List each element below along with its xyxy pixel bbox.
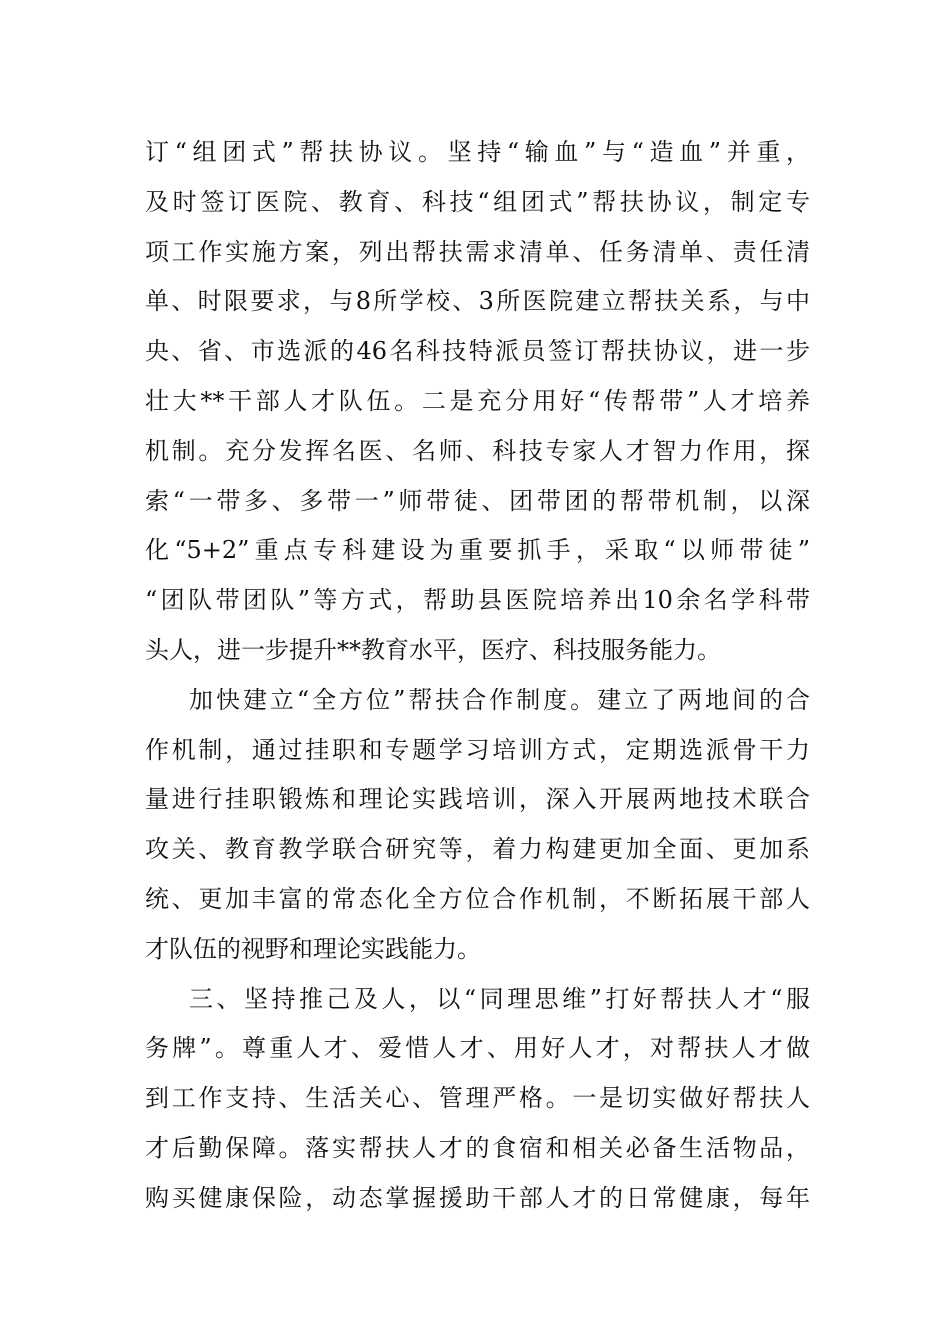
paragraph-first-line: 加快建立“全方位”帮扶合作制度。建立了两地间的合 — [189, 685, 810, 714]
text-line: 量进行挂职锻炼和理论实践培训，深入开展两地技术联合 — [145, 785, 810, 814]
text-line: 统、更加丰富的常态化全方位合作机制，不断拓展干部人 — [145, 884, 810, 913]
text-line: 索“一带多、多带一”师带徒、团带团的帮带机制，以深 — [145, 486, 810, 515]
text-line: 购买健康保险，动态掌握援助干部人才的日常健康，每年 — [145, 1183, 810, 1212]
text-line: 机制。充分发挥名医、名师、科技专家人才智力作用，探 — [145, 436, 810, 465]
text-line: 及时签订医院、教育、科技“组团式”帮扶协议，制定专 — [145, 187, 810, 216]
text-line: 项工作实施方案，列出帮扶需求清单、任务清单、责任清 — [145, 237, 810, 266]
text-line: 到工作支持、生活关心、管理严格。一是切实做好帮扶人 — [145, 1084, 810, 1113]
document-body — [145, 128, 810, 1224]
text-line: 才后勤保障。落实帮扶人才的食宿和相关必备生活物品， — [145, 1133, 810, 1162]
text-line: “团队带团队”等方式，帮助县医院培养出10余名学科带 — [145, 586, 810, 615]
text-line: 头人，进一步提升**教育水平，医疗、科技服务能力。 — [145, 635, 721, 664]
text-line: 才队伍的视野和理论实践能力。 — [145, 934, 481, 963]
text-line: 订“组团式”帮扶协议。坚持“输血”与“造血”并重， — [145, 138, 810, 166]
text-line: 攻关、教育教学联合研究等，着力构建更加全面、更加系 — [145, 835, 810, 864]
text-line: 单、时限要求，与8所学校、3所医院建立帮扶关系，与中 — [145, 287, 810, 316]
text-line: 作机制，通过挂职和专题学习培训方式，定期选派骨干力 — [145, 735, 810, 764]
text-line: 壮大**干部人才队伍。二是充分用好“传帮带”人才培养 — [145, 386, 810, 415]
text-line: 央、省、市选派的46名科技特派员签订帮扶协议，进一步 — [145, 337, 810, 366]
paragraph-first-line: 三、坚持推己及人，以“同理思维”打好帮扶人才“服 — [189, 984, 810, 1013]
text-line: 务牌”。尊重人才、爱惜人才、用好人才，对帮扶人才做 — [145, 1034, 810, 1063]
text-line: 化“5+2”重点专科建设为重要抓手，采取“以师带徒” — [145, 536, 810, 565]
